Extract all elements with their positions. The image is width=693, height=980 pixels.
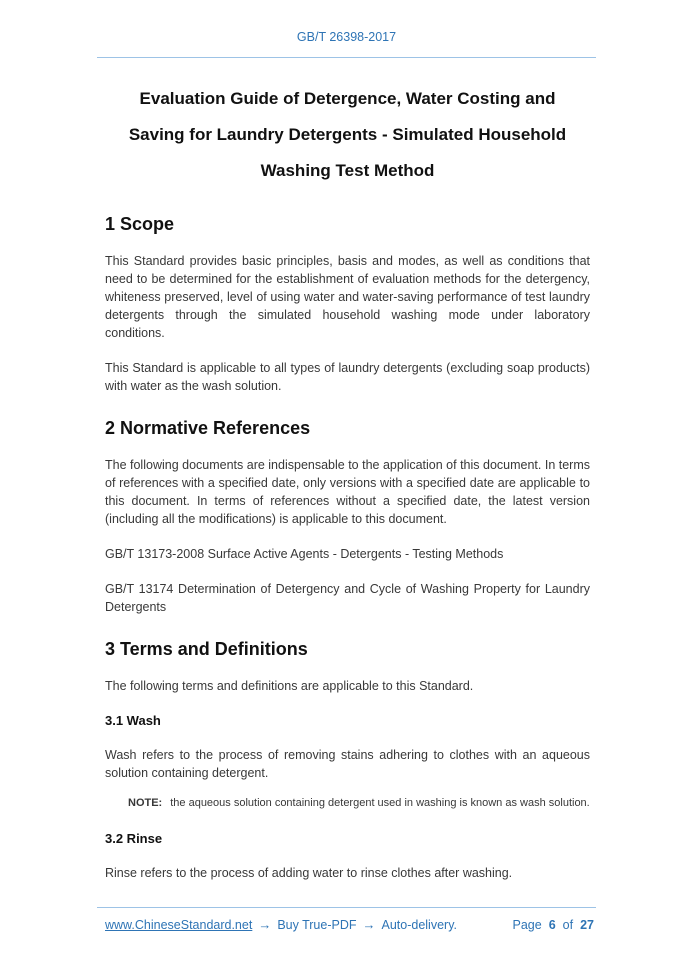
- page-indicator: [513, 918, 597, 932]
- title-line-3: Washing Test Method: [260, 161, 435, 180]
- header-rule: [97, 57, 596, 58]
- document-title: [105, 81, 590, 189]
- term-rinse-definition: Rinse refers to the process of adding water to rinse clothes after washing.: [105, 865, 513, 880]
- page-label: Page: [512, 918, 542, 932]
- page-current: 6: [548, 918, 556, 932]
- scope-paragraph-1: This Standard provides basic principles, basis and modes, as well as conditions that need to be determined for the establishment of evaluation methods for the detergency, whiteness preserved, level of using water and water-saving performance of test laundry detergents through the simulated household washing mode under laboratory conditions.: [105, 254, 590, 340]
- document-body: [0, 81, 693, 882]
- section-heading-terms-definitions: 3 Terms and Definitions: [105, 639, 308, 659]
- note-label: NOTE:: [128, 797, 163, 809]
- note-text: the aqueous solution containing detergent used in washing is known as wash solution.: [170, 797, 590, 809]
- footer-left: [97, 917, 457, 932]
- doc-number: GB/T 26398-2017: [296, 30, 397, 44]
- title-line-2: Saving for Laundry Detergents - Simulated Household: [128, 125, 567, 144]
- note: [128, 795, 590, 813]
- of-label: of: [562, 918, 574, 932]
- page-total: 27: [580, 918, 594, 932]
- page-header: [0, 0, 693, 58]
- section-heading-normative-references: 2 Normative References: [105, 418, 311, 438]
- term-wash-definition: Wash refers to the process of removing stains adhering to clothes with an aqueous solution containing detergent.: [105, 748, 590, 780]
- terms-intro: The following terms and definitions are applicable to this Standard.: [105, 679, 474, 693]
- title-line-1: Evaluation Guide of Detergence, Water Costing and: [139, 89, 556, 108]
- term-heading-wash: 3.1 Wash: [105, 713, 161, 728]
- normative-reference-2: GB/T 13174 Determination of Detergency and Cycle of Washing Property for Laundry Detergents: [105, 582, 590, 614]
- term-heading-rinse: 3.2 Rinse: [105, 830, 163, 846]
- section-heading-scope: 1 Scope: [105, 214, 175, 234]
- scope-paragraph-2: This Standard is applicable to all types of laundry detergents (excluding soap products) with water as the wash solution.: [105, 361, 590, 393]
- arrow-right-icon: →: [258, 917, 272, 932]
- page-footer: [97, 907, 596, 932]
- arrow-right-icon: →: [362, 917, 376, 932]
- footer-delivery-text: Auto-delivery.: [381, 918, 457, 932]
- footer-buy-text: Buy True-PDF: [277, 918, 357, 932]
- normative-reference-1: GB/T 13173-2008 Surface Active Agents - Detergents - Testing Methods: [105, 547, 504, 561]
- normative-paragraph: The following documents are indispensable to the application of this document. In terms of references with a specified date, only versions with a specified date are applicable to this document. In terms of references without a specified date, the latest version (including all the modifications) is applicable to this document.: [105, 458, 590, 526]
- footer-link[interactable]: www.ChineseStandard.net: [105, 918, 253, 932]
